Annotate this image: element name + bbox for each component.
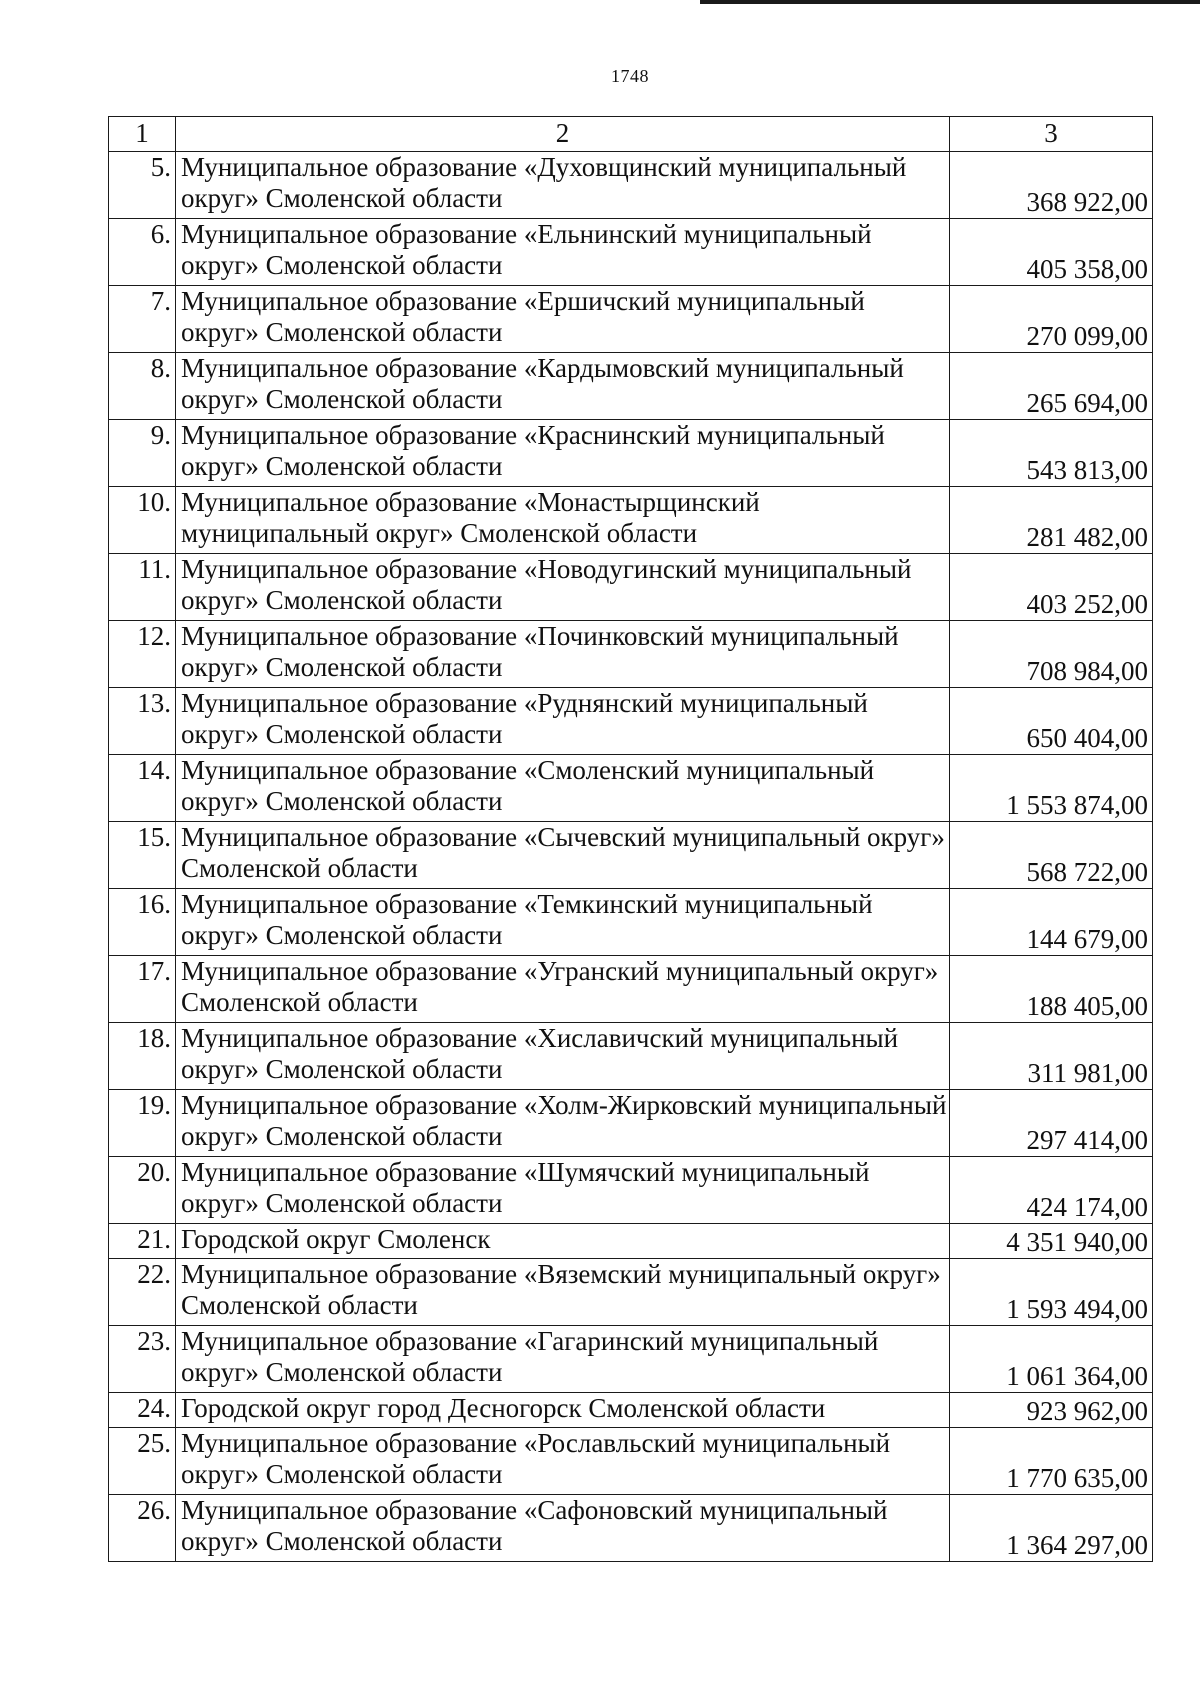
row-number: 7.	[109, 286, 176, 353]
row-number: 11.	[109, 554, 176, 621]
row-number: 22.	[109, 1259, 176, 1326]
allocation-amount: 144 679,00	[950, 889, 1153, 956]
table-row	[109, 688, 1153, 755]
allocation-amount: 1 061 364,00	[950, 1326, 1153, 1393]
table-row	[109, 1393, 1153, 1428]
table-row	[109, 755, 1153, 822]
allocation-amount: 270 099,00	[950, 286, 1153, 353]
row-number: 12.	[109, 621, 176, 688]
municipality-name: Муниципальное образование «Починковский муниципальный округ» Смоленской области	[176, 621, 950, 688]
allocation-amount: 1 364 297,00	[950, 1495, 1153, 1562]
allocation-amount: 297 414,00	[950, 1090, 1153, 1157]
row-number: 19.	[109, 1090, 176, 1157]
allocation-amount: 1 593 494,00	[950, 1259, 1153, 1326]
allocation-amount: 923 962,00	[950, 1393, 1153, 1428]
allocation-amount: 265 694,00	[950, 353, 1153, 420]
allocation-amount: 543 813,00	[950, 420, 1153, 487]
table-row	[109, 1023, 1153, 1090]
allocation-amount: 188 405,00	[950, 956, 1153, 1023]
municipality-name: Муниципальное образование «Монастырщинский муниципальный округ» Смоленской области	[176, 487, 950, 554]
municipality-name: Муниципальное образование «Вяземский муниципальный округ» Смоленской области	[176, 1259, 950, 1326]
allocation-amount: 424 174,00	[950, 1157, 1153, 1224]
municipality-name: Муниципальное образование «Гагаринский муниципальный округ» Смоленской области	[176, 1326, 950, 1393]
row-number: 26.	[109, 1495, 176, 1562]
allocation-amount: 405 358,00	[950, 219, 1153, 286]
allocation-amount: 403 252,00	[950, 554, 1153, 621]
row-number: 17.	[109, 956, 176, 1023]
allocation-amount: 1 553 874,00	[950, 755, 1153, 822]
row-number: 14.	[109, 755, 176, 822]
table-row	[109, 621, 1153, 688]
row-number: 6.	[109, 219, 176, 286]
table-row	[109, 1157, 1153, 1224]
allocation-amount: 4 351 940,00	[950, 1224, 1153, 1259]
municipality-name: Муниципальное образование «Ершичский муниципальный округ» Смоленской области	[176, 286, 950, 353]
row-number: 13.	[109, 688, 176, 755]
table-row	[109, 1224, 1153, 1259]
municipality-name: Муниципальное образование «Шумячский муниципальный округ» Смоленской области	[176, 1157, 950, 1224]
table-row	[109, 487, 1153, 554]
allocation-amount: 1 770 635,00	[950, 1428, 1153, 1495]
row-number: 20.	[109, 1157, 176, 1224]
table-row	[109, 152, 1153, 219]
table-row	[109, 889, 1153, 956]
allocation-amount: 650 404,00	[950, 688, 1153, 755]
municipality-name: Муниципальное образование «Ельнинский муниципальный округ» Смоленской области	[176, 219, 950, 286]
scan-edge-line	[700, 0, 1200, 4]
municipality-name: Муниципальное образование «Сычевский муниципальный округ» Смоленской области	[176, 822, 950, 889]
column-header-name: 2	[176, 117, 950, 152]
allocation-amount: 568 722,00	[950, 822, 1153, 889]
municipality-name: Муниципальное образование «Руднянский муниципальный округ» Смоленской области	[176, 688, 950, 755]
row-number: 23.	[109, 1326, 176, 1393]
municipality-name: Муниципальное образование «Краснинский муниципальный округ» Смоленской области	[176, 420, 950, 487]
row-number: 16.	[109, 889, 176, 956]
table-row	[109, 956, 1153, 1023]
allocation-table	[108, 116, 1153, 1562]
table-row	[109, 219, 1153, 286]
table-row	[109, 822, 1153, 889]
municipality-name: Муниципальное образование «Холм-Жирковский муниципальный округ» Смоленской области	[176, 1090, 950, 1157]
table-row	[109, 1428, 1153, 1495]
table-row	[109, 420, 1153, 487]
municipality-name: Муниципальное образование «Кардымовский муниципальный округ» Смоленской области	[176, 353, 950, 420]
table-row	[109, 1259, 1153, 1326]
table-header-row	[109, 117, 1153, 152]
table-row	[109, 1495, 1153, 1562]
municipality-name: Городской округ Смоленск	[176, 1224, 950, 1259]
table-row	[109, 554, 1153, 621]
municipality-name: Муниципальное образование «Смоленский муниципальный округ» Смоленской области	[176, 755, 950, 822]
municipality-name: Муниципальное образование «Духовщинский муниципальный округ» Смоленской области	[176, 152, 950, 219]
allocation-amount: 708 984,00	[950, 621, 1153, 688]
row-number: 18.	[109, 1023, 176, 1090]
allocation-amount: 281 482,00	[950, 487, 1153, 554]
municipality-name: Муниципальное образование «Новодугинский муниципальный округ» Смоленской области	[176, 554, 950, 621]
row-number: 8.	[109, 353, 176, 420]
row-number: 21.	[109, 1224, 176, 1259]
column-header-number: 1	[109, 117, 176, 152]
allocation-amount: 311 981,00	[950, 1023, 1153, 1090]
municipality-name: Муниципальное образование «Угранский муниципальный округ» Смоленской области	[176, 956, 950, 1023]
row-number: 25.	[109, 1428, 176, 1495]
table-row	[109, 353, 1153, 420]
table-row	[109, 286, 1153, 353]
table-row	[109, 1090, 1153, 1157]
row-number: 15.	[109, 822, 176, 889]
municipality-name: Городской округ город Десногорск Смоленской области	[176, 1393, 950, 1428]
municipality-name: Муниципальное образование «Сафоновский муниципальный округ» Смоленской области	[176, 1495, 950, 1562]
municipality-name: Муниципальное образование «Рославльский муниципальный округ» Смоленской области	[176, 1428, 950, 1495]
row-number: 10.	[109, 487, 176, 554]
table-row	[109, 1326, 1153, 1393]
row-number: 9.	[109, 420, 176, 487]
column-header-amount: 3	[950, 117, 1153, 152]
row-number: 24.	[109, 1393, 176, 1428]
allocation-amount: 368 922,00	[950, 152, 1153, 219]
row-number: 5.	[109, 152, 176, 219]
municipality-name: Муниципальное образование «Хиславичский муниципальный округ» Смоленской области	[176, 1023, 950, 1090]
page-number: 1748	[611, 66, 649, 86]
municipality-name: Муниципальное образование «Темкинский муниципальный округ» Смоленской области	[176, 889, 950, 956]
